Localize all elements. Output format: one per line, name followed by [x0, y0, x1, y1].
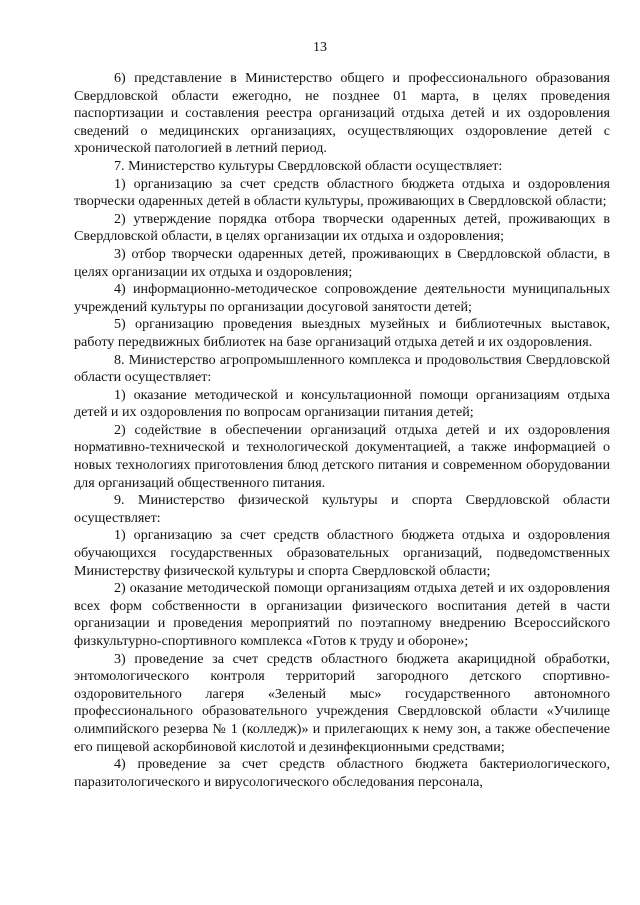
paragraph-agriculture-item-2: 2) содействие в обеспечении организаций отдыха детей и их оздоровления нормативно-технической и технологической документацией, а также информацией о новых технологиях приготовления блюд детского питания и современном оборудовании для организаций общественного питания. — [74, 421, 610, 491]
paragraph-culture-item-4: 4) информационно-методическое сопровождение деятельности муниципальных учреждений культуры по организации досуговой занятости детей; — [74, 281, 610, 315]
paragraph-culture-item-2: 2) утверждение порядка отбора творчески одаренных детей, проживающих в Свердловской области, в целях организации их отдыха и оздоровления; — [74, 210, 610, 245]
paragraph-ministry-agriculture-heading: 8. Министерство агропромышленного комплекса и продовольствия Свердловской области осуществляет: — [74, 351, 610, 386]
paragraph-ministry-culture-heading: 7. Министерство культуры Свердловской области осуществляет: — [114, 157, 503, 174]
paragraph-culture-item-5: 5) организацию проведения выездных музейных и библиотечных выставок, работу передвижных библиотек на базе организаций отдыха детей и их оздоровления. — [74, 316, 610, 350]
paragraph-culture-item-1: 1) организацию за счет средств областного бюджета отдыха и оздоровления творчески одаренных детей в области культуры, проживающих в Свердловской области; — [74, 175, 610, 210]
document-body — [74, 70, 610, 791]
paragraph-sport-item-3: 3) проведение за счет средств областного бюджета акарицидной обработки, энтомологического контроля территорий загородного детского спортивно-оздоровительного лагеря «Зеленый мыс» государственного автономного профессионального образовательного учреждения Свердловской области «Училище олимпийского резерва № 1 (колледж)» и прилегающих к нему зон, а также обеспечение его пищевой аскорбиновой кислотой и дезинфекционными средствами; — [74, 650, 610, 755]
paragraph-culture-item-3: 3) отбор творчески одаренных детей, проживающих в Свердловской области, в целях организации их отдыха и оздоровления; — [74, 245, 610, 280]
paragraph-ministry-education-item-6: 6) представление в Министерство общего и профессионального образования Свердловской области ежегодно, не позднее 01 марта, в целях проведения паспортизации и составления реестра организаций отдыха детей и их оздоровления сведений о медицинских организациях, осуществляющих оздоровление детей с хронической патологией в летний период. — [74, 70, 610, 157]
paragraph-agriculture-item-1: 1) оказание методической и консультационной помощи организациям отдыха детей и их оздоровления по вопросам организации питания детей; — [74, 386, 610, 421]
paragraph-ministry-sport-heading: 9. Министерство физической культуры и спорта Свердловской области осуществляет: — [74, 492, 610, 526]
paragraph-sport-item-2: 2) оказание методической помощи организациям отдыха детей и их оздоровления всех форм собственности в организации физического воспитания детей в части организации и проведения мероприятий по поэтапному внедрению Всероссийского физкультурно-спортивного комплекса «Готов к труду и обороне»; — [74, 580, 610, 649]
page-number: 13 — [313, 40, 327, 55]
paragraph-sport-item-1: 1) организацию за счет средств областного бюджета отдыха и оздоровления обучающихся государственных образовательных организаций, подведомственных Министерству физической культуры и спорта Свердловской области; — [74, 527, 610, 579]
paragraph-sport-item-4: 4) проведение за счет средств областного бюджета бактериологического, паразитологического и вирусологического обследования персонала, — [74, 756, 610, 790]
